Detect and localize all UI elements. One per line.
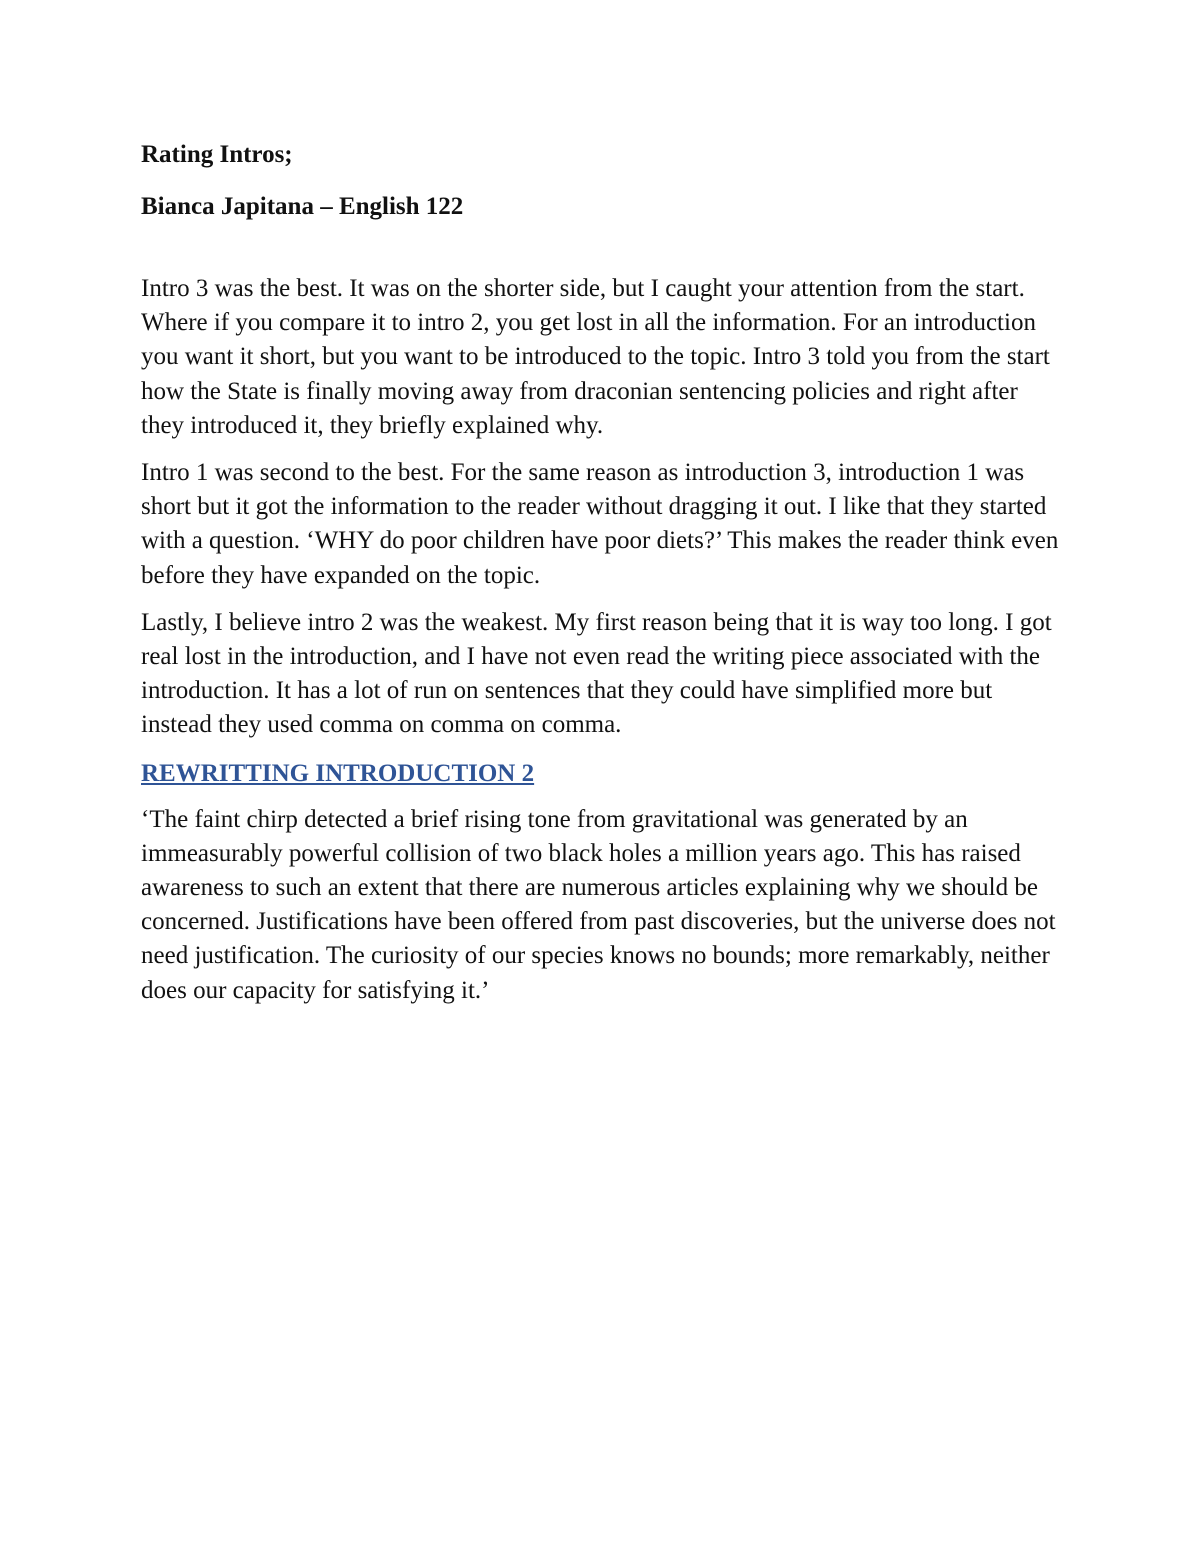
document-title: Rating Intros; xyxy=(141,141,293,168)
paragraph-intro-3: Intro 3 was the best. It was on the shorter side, but I caught your attention from the start. Where if you compare it to intro 2, you get lost in all the information. For an introduction you want it short, but you want to be introduced to the topic. Intro 3 told you from the start how the State is finally moving away from draconian sentencing policies and right after they introduced it, they briefly explained why. xyxy=(141,275,1050,439)
document-body xyxy=(141,138,1066,1008)
author-course-line: Bianca Japitana – English 122 xyxy=(141,193,464,220)
section-heading-rewrite: REWRITTING INTRODUCTION 2 xyxy=(141,759,535,787)
paragraph-intro-1: Intro 1 was second to the best. For the same reason as introduction 3, introduction 1 was short but it got the information to the reader without dragging it out. I like that they started with a question. ‘WHY do poor children have poor diets?’ This makes the reader think even before they have expanded on the topic. xyxy=(141,459,1059,589)
rewritten-introduction: ‘The faint chirp detected a brief rising tone from gravitational was generated by an immeasurably powerful collision of two black holes a million years ago. This has raised awareness to such an extent that there are numerous articles explaining why we should be concerned. Justifications have been offered from past discoveries, but the universe does not need justification. The curiosity of our species knows no bounds; more remarkably, neither does our capacity for satisfying it.’ xyxy=(141,805,1056,1004)
paragraph-intro-2: Lastly, I believe intro 2 was the weakest. My first reason being that it is way too long. I got real lost in the introduction, and I have not even read the writing piece associated with the introduction. It has a lot of run on sentences that they could have simplified more but instead they used comma on comma on comma. xyxy=(141,608,1052,739)
